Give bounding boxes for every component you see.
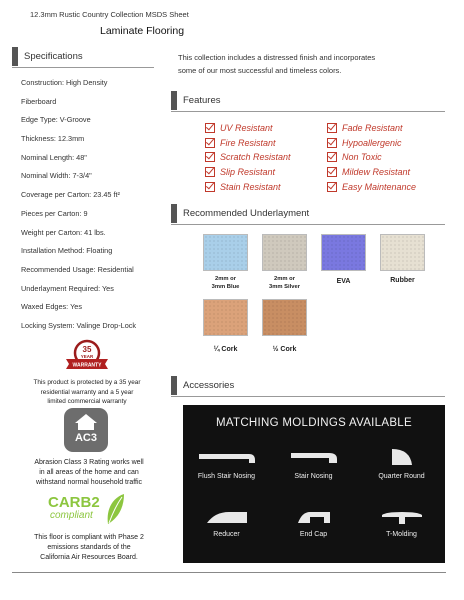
spec-row: Coverage per Carton: 23.45 ft² (21, 190, 120, 200)
feature-item (327, 152, 382, 162)
warranty-line: residential warranty and a 5 year (40, 388, 134, 396)
spec-row: Recommended Usage: Residential (21, 264, 134, 274)
checkbox-icon (205, 182, 215, 192)
warranty-text (14, 378, 160, 407)
specifications-heading: Specifications (24, 51, 83, 62)
intro-line: This collection includes a distressed finish and incorporates (178, 53, 376, 62)
carb2-logo-sub: compliant (50, 510, 93, 521)
section-underline (171, 224, 445, 225)
feature-item (327, 167, 410, 177)
spec-row: Weight per Carton: 41 lbs. (21, 227, 106, 237)
checkbox-icon (327, 152, 337, 162)
abrasion-line: Abrasion Class 3 Rating works well (34, 459, 144, 466)
feature-label: UV Resistant (220, 123, 273, 133)
intro-paragraph (178, 52, 443, 77)
checkbox-icon (205, 167, 215, 177)
underlayment-swatch-quarter-cork (203, 299, 248, 336)
underlayment-swatch-eva (321, 234, 366, 271)
warranty-badge-word: WARRANTY (72, 362, 102, 369)
section-underline (171, 111, 445, 112)
feature-label: Fade Resistant (342, 123, 403, 133)
footer-divider (12, 572, 446, 573)
warranty-badge-number: 35 (82, 345, 92, 354)
spec-row: Underlayment Required: Yes (21, 283, 114, 293)
spec-row: Edge Type: V-Groove (21, 115, 91, 125)
molding-name: Quarter Round (378, 473, 425, 480)
feature-item (327, 182, 416, 192)
leaf-icon (104, 492, 126, 526)
checkbox-icon (327, 182, 337, 192)
moldings-panel (183, 405, 445, 563)
features-heading: Features (183, 95, 221, 106)
molding-name: Stair Nosing (294, 473, 333, 480)
feature-label: Fire Resistant (220, 137, 276, 148)
specifications-header (12, 47, 154, 66)
flush-stair-nosing-icon (197, 451, 257, 465)
checkbox-icon (327, 138, 337, 148)
feature-label: Slip Resistant (220, 167, 276, 178)
ac3-badge (64, 408, 108, 452)
molding-name: T-Molding (386, 531, 417, 538)
section-marker (171, 376, 177, 395)
product-name: Laminate Flooring (100, 25, 185, 37)
house-icon (74, 413, 98, 431)
feature-item (205, 138, 276, 148)
feature-label: Scratch Resistant (220, 152, 291, 163)
underlayment-heading: Recommended Underlayment (183, 208, 310, 219)
feature-label: Easy Maintenance (342, 181, 417, 192)
feature-item (327, 138, 402, 148)
carb2-logo-text: CARB2 (48, 494, 100, 511)
underlayment-label-line: 2mm or (274, 276, 295, 282)
features-header (171, 91, 445, 110)
underlayment-label: EVA (336, 278, 351, 285)
feature-item (205, 152, 291, 162)
underlayment-swatch-silver (262, 234, 307, 271)
checkbox-icon (327, 123, 337, 133)
carb2-logo (48, 492, 128, 528)
section-marker (12, 47, 18, 66)
carb-line: emissions standards of the (47, 544, 131, 551)
feature-item (205, 123, 273, 133)
molding-name: End Cap (299, 531, 328, 538)
reducer-icon (205, 509, 249, 525)
spec-row: Waxed Edges: Yes (21, 302, 82, 312)
stair-nosing-icon (289, 449, 339, 465)
underlayment-label: ½ Cork (272, 346, 297, 353)
spec-row: Nominal Width: 7-3/4" (21, 171, 92, 181)
underlayment-header (171, 204, 445, 223)
abrasion-line: in all areas of the home and can (39, 469, 139, 476)
underlayment-swatch-rubber (380, 234, 425, 271)
molding-item (183, 501, 270, 557)
section-underline (12, 67, 154, 68)
warranty-badge-icon (64, 339, 110, 371)
underlayment-label: ¼ Cork (213, 346, 238, 353)
underlayment-swatch-half-cork (262, 299, 307, 336)
underlayment-label-line: 3mm Silver (269, 283, 300, 290)
ac3-label: AC3 (74, 432, 97, 444)
feature-item (327, 123, 403, 133)
underlayment-label-line: 2mm or (215, 276, 236, 282)
molding-item (358, 501, 445, 557)
checkbox-icon (205, 138, 215, 148)
carb-line: California Air Resources Board. (40, 554, 138, 561)
section-marker (171, 204, 177, 223)
carb-text (14, 533, 164, 563)
spec-row: Fiberboard (21, 96, 57, 106)
spec-row: Thickness: 12.3mm (21, 134, 85, 144)
checkbox-icon (205, 123, 215, 133)
end-cap-icon (296, 509, 332, 525)
molding-item (270, 501, 357, 557)
underlayment-swatch-blue (203, 234, 248, 271)
feature-item (205, 167, 275, 177)
underlayment-label (199, 276, 252, 291)
specifications-list (21, 78, 166, 340)
accessories-heading: Accessories (183, 380, 235, 391)
feature-label: Hypoallergenic (342, 137, 402, 148)
quarter-round-icon (390, 447, 414, 467)
warranty-badge-year: YEAR (80, 354, 94, 359)
spec-row: Installation Method: Floating (21, 246, 113, 256)
abrasion-text (14, 458, 164, 488)
warranty-line: This product is protected by a 35 year (33, 379, 141, 386)
feature-label: Non Toxic (342, 152, 382, 163)
warranty-line: limited commercial warranty (47, 398, 127, 405)
t-molding-icon (380, 509, 424, 525)
spec-row: Locking System: Valinge Drop-Lock (21, 320, 137, 330)
underlayment-label: Rubber (390, 277, 415, 284)
accessories-header (171, 376, 445, 395)
underlayment-label-line: 3mm Blue (211, 283, 240, 290)
section-marker (171, 91, 177, 110)
intro-line: some of our most successful and timeless colors. (178, 65, 342, 75)
moldings-title: MATCHING MOLDINGS AVAILABLE (216, 417, 412, 429)
underlayment-label (258, 276, 311, 291)
molding-item (358, 439, 445, 495)
molding-name: Flush Stair Nosing (197, 473, 256, 480)
spec-row: Pieces per Carton: 9 (21, 208, 88, 218)
spec-row: Construction: High Density (21, 78, 108, 87)
abrasion-line: withstand normal household traffic (35, 479, 143, 486)
molding-item (270, 439, 357, 495)
feature-label: Mildew Resistant (342, 167, 411, 178)
feature-item (205, 182, 281, 192)
section-underline (171, 396, 445, 397)
document-title: 12.3mm Rustic Country Collection MSDS Sheet (30, 10, 189, 19)
molding-name: Reducer (213, 531, 240, 538)
carb-line: This floor is compliant with Phase 2 (34, 534, 144, 541)
molding-item (183, 439, 270, 495)
checkbox-icon (205, 152, 215, 162)
spec-row: Nominal Length: 48" (21, 152, 87, 162)
checkbox-icon (327, 167, 337, 177)
feature-label: Stain Resistant (220, 181, 281, 192)
